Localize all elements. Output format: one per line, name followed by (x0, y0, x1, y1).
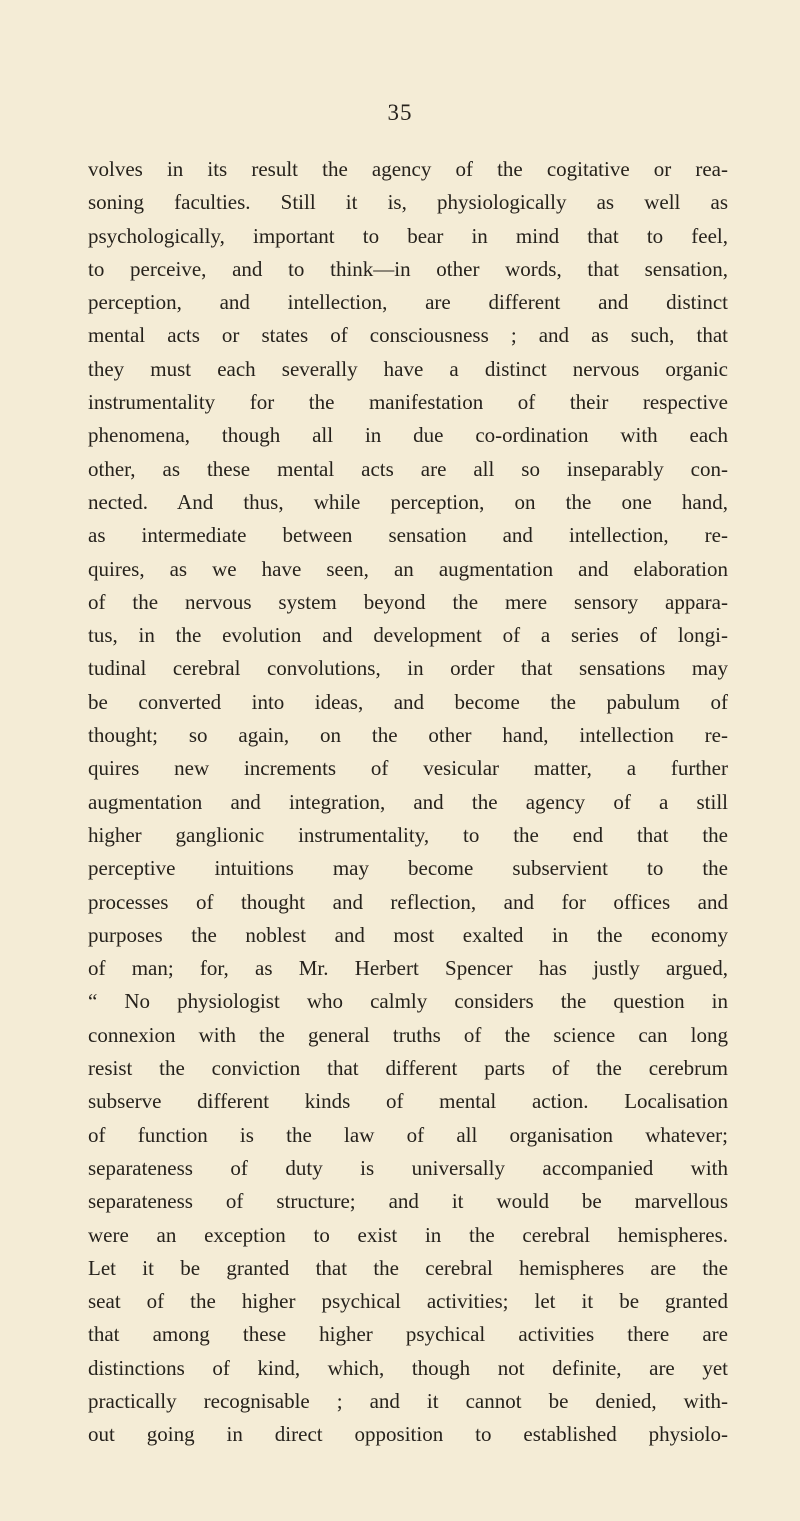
text-line: augmentation and integration, and the agency of a still (88, 789, 728, 814)
text-line: subserve different kinds of mental action. Localisation (88, 1089, 728, 1114)
text-line: nected. And thus, while perception, on the one hand, (88, 489, 728, 514)
page-number: 35 (387, 100, 413, 125)
text-line: out going in direct opposition to established physiolo- (88, 1422, 728, 1447)
text-line: quires new increments of vesicular matter, a further (88, 756, 728, 781)
text-line: soning faculties. Still it is, physiologically as well as (88, 190, 728, 215)
text-line: “ No physiologist who calmly considers the question in (88, 989, 728, 1014)
text-line: mental acts or states of consciousness ; and as such, that (88, 323, 728, 348)
text-line: be converted into ideas, and become the pabulum of (88, 689, 728, 714)
text-line: Let it be granted that the cerebral hemispheres are the (88, 1255, 728, 1280)
text-line: distinctions of kind, which, though not definite, are yet (88, 1355, 728, 1380)
text-line: perception, and intellection, are different and distinct (88, 290, 728, 315)
text-line: purposes the noblest and most exalted in the economy (88, 922, 728, 947)
text-line: processes of thought and reflection, and for offices and (88, 889, 728, 914)
text-line: thought; so again, on the other hand, intellection re- (88, 723, 728, 748)
text-line: that among these higher psychical activities there are (88, 1322, 728, 1347)
text-line: of the nervous system beyond the mere sensory appara- (88, 589, 728, 614)
text-line: they must each severally have a distinct nervous organic (88, 356, 728, 381)
text-line: of man; for, as Mr. Herbert Spencer has justly argued, (88, 956, 728, 981)
text-line: practically recognisable ; and it cannot be denied, with- (88, 1388, 728, 1413)
text-line: of function is the law of all organisation whatever; (88, 1122, 728, 1147)
text-line: psychologically, important to bear in mind that to feel, (88, 223, 728, 248)
text-line: quires, as we have seen, an augmentation and elaboration (88, 556, 728, 581)
body-text (88, 153, 728, 1452)
text-line: perceptive intuitions may become subservient to the (88, 856, 728, 881)
text-line: volves in its result the agency of the cogitative or rea- (88, 157, 728, 181)
text-line: to perceive, and to think—in other words, that sensation, (88, 256, 728, 281)
text-line: phenomena, though all in due co-ordination with each (88, 423, 728, 448)
text-line: connexion with the general truths of the science can long (88, 1022, 728, 1047)
text-line: higher ganglionic instrumentality, to the end that the (88, 822, 728, 847)
text-line: seat of the higher psychical activities; let it be granted (88, 1289, 728, 1314)
text-line: separateness of duty is universally accompanied with (88, 1155, 728, 1180)
text-line: tus, in the evolution and development of a series of longi- (88, 623, 728, 648)
text-line: tudinal cerebral convolutions, in order that sensations may (88, 656, 728, 681)
text-line: resist the conviction that different parts of the cerebrum (88, 1056, 728, 1081)
text-line: were an exception to exist in the cerebral hemispheres. (88, 1222, 728, 1247)
text-line: other, as these mental acts are all so inseparably con- (88, 456, 728, 481)
text-line: as intermediate between sensation and intellection, re- (88, 523, 728, 548)
text-line: separateness of structure; and it would be marvellous (88, 1189, 728, 1214)
text-line: instrumentality for the manifestation of their respective (88, 390, 728, 415)
